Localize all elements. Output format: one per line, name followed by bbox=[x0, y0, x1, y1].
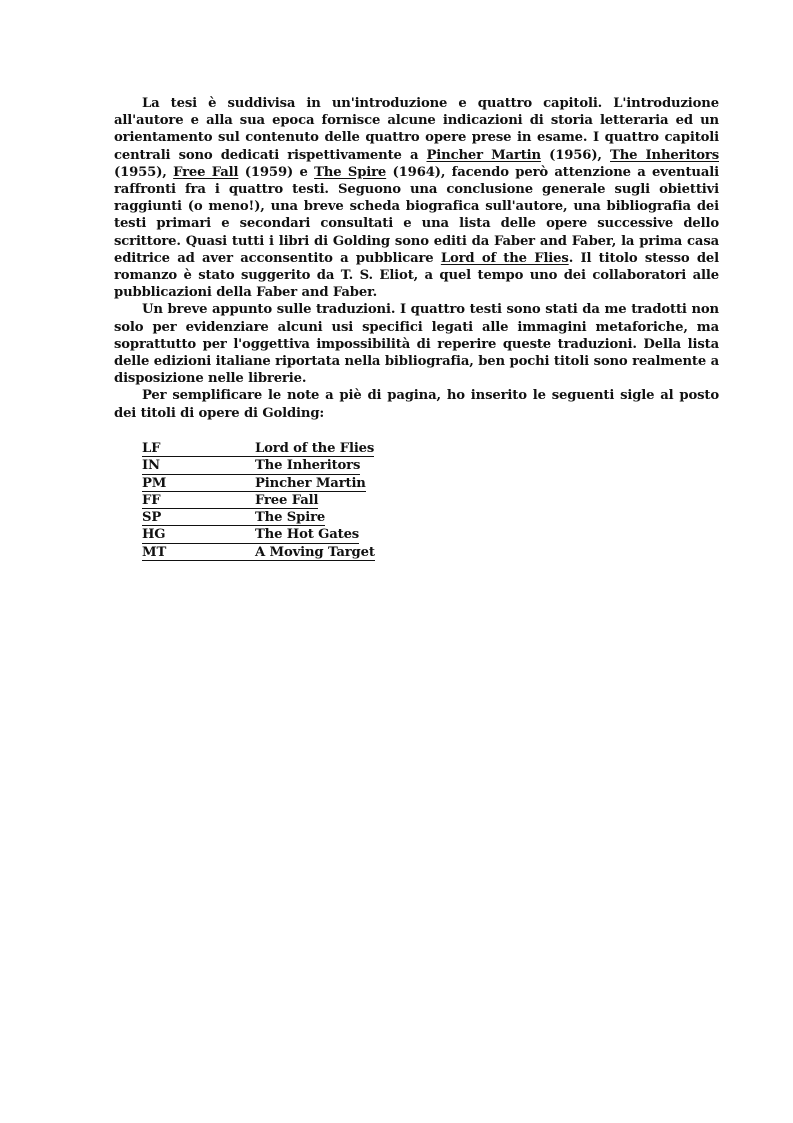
abbreviation-row bbox=[142, 526, 375, 543]
abbreviation-title: A Moving Target bbox=[255, 544, 375, 560]
abbreviation-title: Pincher Martin bbox=[255, 475, 366, 491]
abbreviation-title: The Hot Gates bbox=[255, 527, 360, 543]
text-segment: (1959) e bbox=[238, 164, 315, 180]
book-title: The Inheritors bbox=[610, 147, 719, 163]
abbreviation-row bbox=[142, 544, 375, 561]
paragraph bbox=[114, 301, 719, 387]
book-title: Free Fall bbox=[173, 164, 239, 180]
abbreviation-title: Free Fall bbox=[255, 492, 319, 508]
abbreviation-row bbox=[142, 509, 375, 526]
abbreviation-row bbox=[142, 475, 375, 492]
abbreviation-list bbox=[142, 440, 375, 561]
abbreviation: PM bbox=[142, 475, 255, 492]
abbreviation: SP bbox=[142, 509, 255, 526]
text-segment: Un breve appunto sulle traduzioni. I quattro testi sono stati da me tradotti non solo per evidenziare alcuni usi specifici legati alle immagini metaforiche, ma soprattutto per l'oggettiva impossibilità di reperire queste traduzioni. Della lista delle edizioni italiane riportata nella bibliografia, ben pochi titoli sono realmente a disposizione nelle librerie. bbox=[114, 302, 719, 387]
text-segment: Per semplificare le note a piè di pagina, ho inserito le seguenti sigle al posto dei titoli di opere di Golding: bbox=[114, 388, 719, 421]
text-segment: (1955), bbox=[114, 164, 174, 180]
abbreviation-title: The Spire bbox=[255, 510, 326, 526]
abbreviation: HG bbox=[142, 526, 255, 543]
book-title: Pincher Martin bbox=[426, 147, 541, 163]
abbreviation: FF bbox=[142, 492, 255, 509]
abbreviation-title: The Inheritors bbox=[255, 458, 361, 474]
abbreviation-row bbox=[142, 457, 375, 474]
text-segment: (1964), facendo però attenzione a eventuali raffronti fra i quattro testi. Seguono una conclusione generale sugli obiettivi raggiunti (o meno!), una breve scheda biografica sull'autore, una bibliografia dei testi primari e secondari consultati e una lista delle opere successive dello scrittore. Quasi tutti i libri di Golding sono editi da Faber and Faber, la prima casa editrice ad aver acconsentito a pubblicare bbox=[114, 164, 719, 266]
abbreviation-title: Lord of the Flies bbox=[255, 441, 375, 456]
paragraph bbox=[114, 95, 719, 301]
text-segment: La tesi è suddivisa in un'introduzione e quattro capitoli. L'introduzione all'autore e alla sua epoca fornisce alcune indicazioni di storia letteraria ed un orientamento sul contenuto delle quattro opere prese in esame. I quattro capitoli centrali sono dedicati rispettivamente a bbox=[114, 96, 719, 163]
abbreviation: LF bbox=[142, 440, 255, 457]
book-title: Lord of the Flies bbox=[440, 250, 569, 266]
book-title: The Spire bbox=[314, 164, 387, 180]
abbreviation: IN bbox=[142, 457, 255, 474]
abbreviation-row bbox=[142, 440, 375, 457]
paragraph bbox=[114, 387, 719, 421]
abbreviation: MT bbox=[142, 544, 255, 561]
body-text bbox=[114, 95, 719, 422]
text-segment: . Il titolo stesso del romanzo è stato suggerito da T. S. Eliot, a quel tempo uno dei collaboratori alle pubblicazioni della Faber and Faber. bbox=[114, 250, 719, 301]
text-segment: (1956), bbox=[540, 147, 611, 163]
abbreviation-row bbox=[142, 492, 375, 509]
